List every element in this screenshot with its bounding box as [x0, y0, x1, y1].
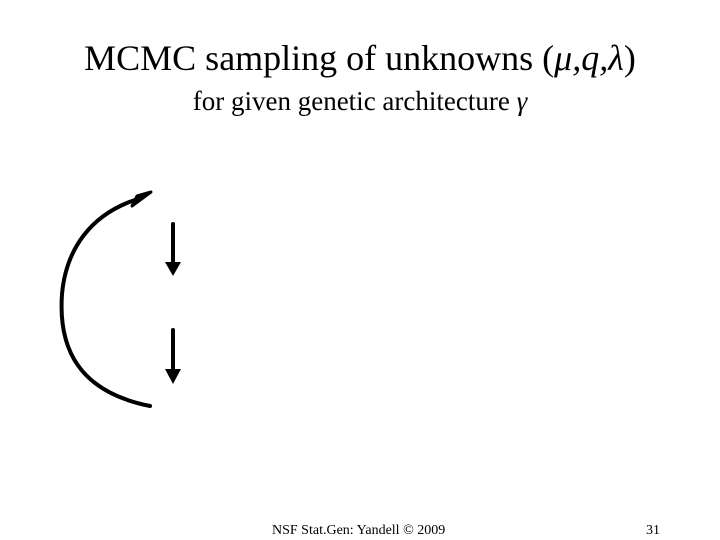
- subtitle-gamma: γ: [516, 86, 528, 116]
- footer-credit: NSF Stat.Gen: Yandell © 2009: [272, 523, 446, 538]
- subtitle-text: for given genetic architecture: [192, 86, 517, 116]
- page-number: 31: [646, 523, 660, 538]
- down-arrow-2-head: [165, 369, 181, 384]
- title-parameters: μ,q,λ: [554, 38, 624, 78]
- title-text: MCMC sampling of unknowns (: [84, 38, 555, 78]
- cycle-loop-arc: [62, 199, 150, 406]
- down-arrow-1-head: [165, 262, 181, 276]
- title-close-paren: ): [623, 38, 636, 78]
- cycle-loop-arrowhead: [132, 192, 151, 206]
